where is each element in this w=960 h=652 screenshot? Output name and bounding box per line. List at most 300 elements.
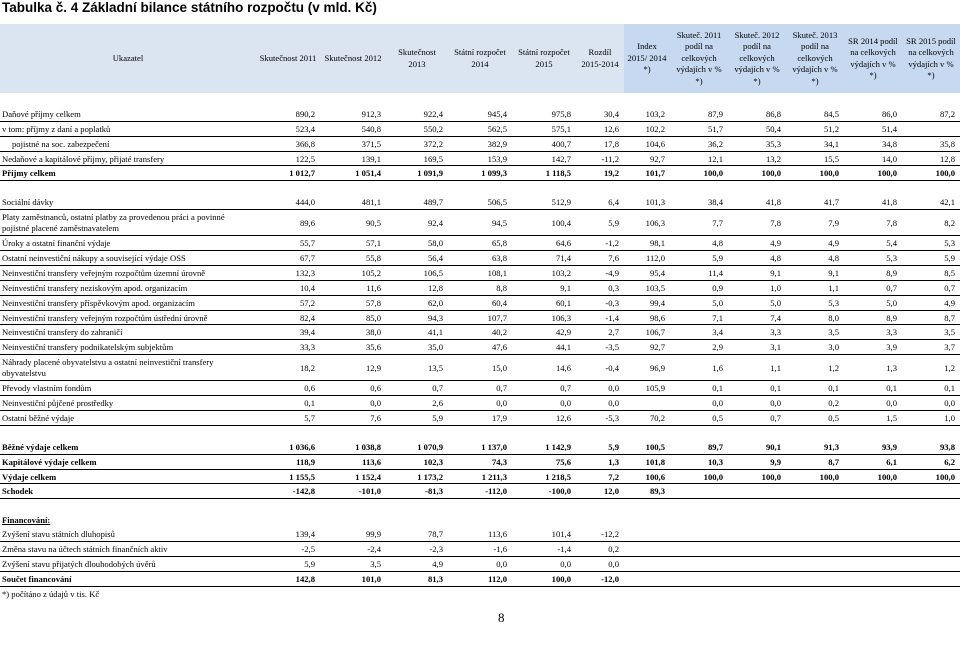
table-cell: 58,0 (386, 236, 448, 251)
table-cell: 139,4 (256, 527, 320, 541)
table-cell: 0,0 (576, 381, 624, 396)
table-cell: 106,3 (624, 210, 670, 236)
column-header: Rozdíl 2015-2014 (581, 47, 619, 69)
table-cell: 3,5 (902, 325, 960, 340)
table-cell: 103,2 (624, 107, 670, 121)
table-cell (786, 571, 844, 586)
table-cell: 105,9 (624, 381, 670, 396)
table-cell: 8,0 (786, 310, 844, 325)
table-cell: 34,8 (844, 136, 902, 151)
table-cell: 5,0 (844, 295, 902, 310)
table-cell (902, 513, 960, 527)
table-cell: 6,1 (844, 454, 902, 469)
table-cell: 17,8 (576, 136, 624, 151)
table-cell: 30,4 (576, 107, 624, 121)
table-cell: 5,9 (576, 440, 624, 454)
page-number: 8 (498, 610, 505, 625)
table-cell: 89,7 (670, 440, 728, 454)
table-cell: 33,3 (256, 340, 320, 355)
row-label: Neinvestiční transfery podnikatelským subjektům (0, 340, 256, 355)
row-label: Ostatní běžné výdaje (0, 411, 256, 426)
table-cell: 6,4 (576, 195, 624, 209)
table-cell (670, 527, 728, 541)
table-cell: 5,9 (902, 251, 960, 266)
table-cell: 41,7 (786, 195, 844, 209)
table-cell: 19,2 (576, 166, 624, 181)
table-cell (844, 527, 902, 541)
table-row (0, 469, 960, 484)
table-cell: 1 036,6 (256, 440, 320, 454)
table-cell: 2,6 (386, 396, 448, 411)
table-cell: 62,0 (386, 295, 448, 310)
table-cell: 0,0 (448, 396, 512, 411)
table-row (0, 265, 960, 280)
table-cell: 92,4 (386, 210, 448, 236)
table-cell: 1 118,5 (512, 166, 576, 181)
table-cell: 1 137,0 (448, 440, 512, 454)
table-cell: 55,7 (256, 236, 320, 251)
table-cell: 41,8 (728, 195, 786, 209)
table-cell (728, 542, 786, 557)
table-cell: -12,2 (576, 527, 624, 541)
column-header: Státní rozpočet 2015 (518, 47, 570, 69)
table-cell: 51,4 (844, 121, 902, 136)
table-row (0, 396, 960, 411)
table-cell: 100,0 (786, 166, 844, 181)
table-cell: 3,9 (844, 340, 902, 355)
table-cell: 512,9 (512, 195, 576, 209)
table-cell: 5,3 (844, 251, 902, 266)
table-cell: 0,0 (844, 396, 902, 411)
table-row (0, 586, 960, 600)
table-cell: 67,7 (256, 251, 320, 266)
table-row (0, 440, 960, 454)
table-cell: 2,7 (576, 325, 624, 340)
table-cell (670, 513, 728, 527)
table-cell (624, 527, 670, 541)
table-cell: 1,6 (670, 355, 728, 381)
table-cell (624, 396, 670, 411)
table-cell: 444,0 (256, 195, 320, 209)
table-cell (786, 556, 844, 571)
table-cell (844, 556, 902, 571)
table-row (0, 136, 960, 151)
table-cell: 1,0 (728, 280, 786, 295)
table-cell: 4,9 (728, 236, 786, 251)
table-cell: 15,0 (448, 355, 512, 381)
table-cell: 3,7 (902, 340, 960, 355)
table-cell (320, 513, 386, 527)
table-row (0, 166, 960, 181)
table-cell: 35,0 (386, 340, 448, 355)
table-cell (902, 586, 960, 600)
table-cell: 92,7 (624, 340, 670, 355)
table-cell: 1 051,4 (320, 166, 386, 181)
table-cell: 1 155,5 (256, 469, 320, 484)
table-cell: 12,1 (670, 151, 728, 166)
table-cell: 10,3 (670, 454, 728, 469)
table-cell: 106,5 (386, 265, 448, 280)
table-cell: -2,4 (320, 542, 386, 557)
table-cell: 12,6 (512, 411, 576, 426)
table-cell: 0,0 (448, 556, 512, 571)
table-cell: 1,0 (902, 411, 960, 426)
row-label: *) počítáno z údajů v tis. Kč (2, 588, 100, 599)
table-cell: 0,2 (576, 542, 624, 557)
table-cell: 1 173,2 (386, 469, 448, 484)
table-cell (728, 586, 786, 600)
column-header: Skutečnost 2012 (324, 52, 382, 63)
table-cell: 82,4 (256, 310, 320, 325)
table-cell: 12,8 (902, 151, 960, 166)
table-cell: 95,4 (624, 265, 670, 280)
table-cell: 7,6 (576, 251, 624, 266)
table-cell: 153,9 (448, 151, 512, 166)
table-cell: 1 211,3 (448, 469, 512, 484)
table-cell: -1,6 (448, 542, 512, 557)
table-cell: 93,9 (844, 440, 902, 454)
table-cell: 0,5 (670, 411, 728, 426)
table-cell (670, 571, 728, 586)
table-cell: 42,1 (902, 195, 960, 209)
table-cell: 57,1 (320, 236, 386, 251)
table-cell: 5,9 (670, 251, 728, 266)
table-cell (624, 542, 670, 557)
table-cell: 113,6 (448, 527, 512, 541)
table-cell: 382,9 (448, 136, 512, 151)
row-label: Kapitálové výdaje celkem (0, 454, 256, 469)
table-cell: -4,9 (576, 265, 624, 280)
table-cell: 0,7 (902, 280, 960, 295)
table-cell: 0,0 (512, 396, 576, 411)
table-cell: 5,9 (256, 556, 320, 571)
table-cell: 506,5 (448, 195, 512, 209)
table-cell: 1 142,9 (512, 440, 576, 454)
table-cell: 5,0 (728, 295, 786, 310)
table-cell: 8,7 (902, 310, 960, 325)
table-cell: 100,0 (844, 166, 902, 181)
row-label: Neinvestiční půjčené prostředky (0, 396, 256, 411)
table-cell: 5,3 (902, 236, 960, 251)
table-cell: 540,8 (320, 121, 386, 136)
column-header: Státní rozpočet 2014 (454, 47, 506, 69)
table-cell: 5,0 (670, 295, 728, 310)
table-cell: 3,3 (844, 325, 902, 340)
table-cell: 523,4 (256, 121, 320, 136)
spacer-row (0, 93, 960, 107)
table-cell (624, 556, 670, 571)
column-header: Ukazatel (112, 52, 144, 63)
table-cell: 3,4 (670, 325, 728, 340)
table-cell: 3,5 (786, 325, 844, 340)
table-cell (728, 527, 786, 541)
row-label: Daňové příjmy celkem (0, 107, 256, 121)
table-cell: 74,3 (448, 454, 512, 469)
table-cell (902, 556, 960, 571)
row-label: Neinvestiční transfery veřejným rozpočtům ústřední úrovně (0, 310, 256, 325)
table-cell: 1 070,9 (386, 440, 448, 454)
column-header: Skuteč. 2012 podíl na celkových výdajích v % *) (728, 24, 786, 93)
table-row (0, 251, 960, 266)
table-cell: 103,2 (512, 265, 576, 280)
table-cell: 18,2 (256, 355, 320, 381)
column-header: Skuteč. 2011 podíl na celkových výdajích v % *) (670, 24, 728, 93)
table-row (0, 411, 960, 426)
table-cell: 100,0 (728, 469, 786, 484)
table-cell: 101,8 (624, 454, 670, 469)
table-cell: 0,7 (844, 280, 902, 295)
table-cell: 101,3 (624, 195, 670, 209)
table-cell (844, 571, 902, 586)
table-row (0, 454, 960, 469)
table-cell: 51,2 (786, 121, 844, 136)
table-cell: 890,2 (256, 107, 320, 121)
table-cell (728, 484, 786, 499)
table-cell: 371,5 (320, 136, 386, 151)
table-cell (786, 586, 844, 600)
table-cell (256, 513, 320, 527)
table-cell: 42,9 (512, 325, 576, 340)
table-cell: 0,9 (670, 280, 728, 295)
table-cell: 100,0 (902, 166, 960, 181)
table-cell: 38,4 (670, 195, 728, 209)
table-cell: 562,5 (448, 121, 512, 136)
table-cell: 481,1 (320, 195, 386, 209)
table-cell: -100,0 (512, 484, 576, 499)
table-cell: 105,2 (320, 265, 386, 280)
table-cell: 575,1 (512, 121, 576, 136)
table-cell: 11,4 (670, 265, 728, 280)
table-cell: 4,9 (386, 556, 448, 571)
table-cell: -112,0 (448, 484, 512, 499)
table-cell (902, 527, 960, 541)
table-cell (786, 542, 844, 557)
table-cell: 65,8 (448, 236, 512, 251)
row-label: Zvýšení stavu přijatých dlouhodobých úvěrů (0, 556, 256, 571)
table-cell: 1,3 (844, 355, 902, 381)
row-label: Převody vlastním fondům (0, 381, 256, 396)
table-cell (670, 586, 728, 600)
table-cell: 0,0 (576, 396, 624, 411)
table-cell: 60,1 (512, 295, 576, 310)
table-row (0, 340, 960, 355)
table-cell: 112,0 (624, 251, 670, 266)
table-cell: 1,1 (728, 355, 786, 381)
table-cell: 39,4 (256, 325, 320, 340)
table-cell: 975,8 (512, 107, 576, 121)
table-cell: 101,0 (320, 571, 386, 586)
spacer-row (0, 425, 960, 439)
table-cell: 142,8 (256, 571, 320, 586)
table-cell: 0,1 (786, 381, 844, 396)
table-row (0, 513, 960, 527)
table-cell: 106,3 (512, 310, 576, 325)
table-cell: 366,8 (256, 136, 320, 151)
table-cell: 118,9 (256, 454, 320, 469)
table-cell: -1,2 (576, 236, 624, 251)
table-cell: 400,7 (512, 136, 576, 151)
table-cell: 0,1 (256, 396, 320, 411)
table-cell (844, 586, 902, 600)
table-cell: 1,3 (576, 454, 624, 469)
table-cell: 4,9 (786, 236, 844, 251)
table-row (0, 121, 960, 136)
table-cell: 9,1 (786, 265, 844, 280)
table-cell: -2,5 (256, 542, 320, 557)
row-label: v tom: příjmy z daní a poplatků (0, 121, 256, 136)
row-label: Neinvestiční transfery veřejným rozpočtům územní úrovně (0, 265, 256, 280)
table-cell: 5,7 (256, 411, 320, 426)
table-cell: 4,8 (786, 251, 844, 266)
table-row (0, 210, 960, 236)
table-cell (786, 513, 844, 527)
table-cell: 1 038,8 (320, 440, 386, 454)
table-cell: 60,4 (448, 295, 512, 310)
table-cell: 14,6 (512, 355, 576, 381)
table-cell: 0,0 (576, 556, 624, 571)
table-cell (902, 121, 960, 136)
table-cell: 44,1 (512, 340, 576, 355)
table-cell: 86,0 (844, 107, 902, 121)
table-cell: 8,2 (902, 210, 960, 236)
table-cell: -5,3 (576, 411, 624, 426)
row-label: Součet financování (0, 571, 256, 586)
table-cell: 5,9 (576, 210, 624, 236)
table-cell: 1 218,5 (512, 469, 576, 484)
table-cell: 17,9 (448, 411, 512, 426)
table-cell: 15,5 (786, 151, 844, 166)
table-cell (624, 586, 670, 600)
table-cell: 13,2 (728, 151, 786, 166)
table-row (0, 527, 960, 541)
table-cell: 12,8 (386, 280, 448, 295)
table-cell: -1,4 (576, 310, 624, 325)
table-cell: -2,3 (386, 542, 448, 557)
table-cell: 1,5 (844, 411, 902, 426)
table-cell: 100,6 (624, 469, 670, 484)
table-cell: 9,1 (728, 265, 786, 280)
table-cell (386, 586, 448, 600)
table-cell: 100,0 (670, 469, 728, 484)
table-cell: 0,1 (844, 381, 902, 396)
column-header: Index 2015/ 2014 *) (624, 24, 670, 93)
table-cell: 0,5 (786, 411, 844, 426)
table-cell: 94,3 (386, 310, 448, 325)
table-cell: 0,6 (256, 381, 320, 396)
table-cell: 113,6 (320, 454, 386, 469)
table-cell: 50,4 (728, 121, 786, 136)
table-cell: 489,7 (386, 195, 448, 209)
row-label: pojistné na soc. zabezpečení (0, 136, 256, 151)
table-cell: 9,9 (728, 454, 786, 469)
table-cell: 91,3 (786, 440, 844, 454)
table-cell: 90,1 (728, 440, 786, 454)
table-cell: 100,0 (728, 166, 786, 181)
table-cell: 100,0 (670, 166, 728, 181)
table-cell: 55,8 (320, 251, 386, 266)
table-cell: 0,7 (728, 411, 786, 426)
table-cell: 96,9 (624, 355, 670, 381)
table-cell: 100,0 (512, 571, 576, 586)
table-cell (670, 484, 728, 499)
table-cell: -81,3 (386, 484, 448, 499)
table-cell: 372,2 (386, 136, 448, 151)
table-row (0, 280, 960, 295)
table-cell: 550,2 (386, 121, 448, 136)
table-cell (728, 513, 786, 527)
column-header: Skuteč. 2013 podíl na celkových výdajích v % *) (786, 24, 844, 93)
column-header: SR 2015 podíl na celkových výdajích v % *) (902, 24, 960, 93)
table-cell: 0,2 (786, 396, 844, 411)
table-cell: 7,8 (844, 210, 902, 236)
table-cell (576, 513, 624, 527)
table-cell (786, 484, 844, 499)
table-cell: 0,0 (512, 556, 576, 571)
table-cell: 8,8 (448, 280, 512, 295)
table-cell: 0,1 (670, 381, 728, 396)
table-cell: 1 152,4 (320, 469, 386, 484)
row-label: Financování: (2, 515, 51, 526)
table-cell: 1,2 (786, 355, 844, 381)
table-cell: 0,7 (448, 381, 512, 396)
table-cell: 5,9 (386, 411, 448, 426)
table-cell: 0,0 (670, 396, 728, 411)
table-cell: 1 099,3 (448, 166, 512, 181)
table-cell: 1,1 (786, 280, 844, 295)
table-cell: 7,7 (670, 210, 728, 236)
table-cell: 3,5 (320, 556, 386, 571)
table-cell: 912,3 (320, 107, 386, 121)
table-cell: 41,8 (844, 195, 902, 209)
table-cell: 87,9 (670, 107, 728, 121)
table-cell: 100,0 (786, 469, 844, 484)
table-cell: 101,7 (624, 166, 670, 181)
table-cell: 106,7 (624, 325, 670, 340)
table-cell: -1,4 (512, 542, 576, 557)
table-cell: 8,9 (844, 310, 902, 325)
table-row (0, 310, 960, 325)
table-cell: 107,7 (448, 310, 512, 325)
table-cell: 0,0 (902, 396, 960, 411)
table-cell: 38,0 (320, 325, 386, 340)
table-cell: 102,2 (624, 121, 670, 136)
table-row (0, 295, 960, 310)
table-cell: 0,1 (728, 381, 786, 396)
table-row (0, 151, 960, 166)
table-cell (902, 542, 960, 557)
table-row (0, 107, 960, 121)
table-cell: 7,9 (786, 210, 844, 236)
table-cell: 0,0 (320, 396, 386, 411)
table-cell: 5,4 (844, 236, 902, 251)
table-row (0, 195, 960, 209)
table-cell: 4,9 (902, 295, 960, 310)
table-cell: 7,2 (576, 469, 624, 484)
spacer-row (0, 499, 960, 513)
table-cell (320, 586, 386, 600)
table-cell: 1 012,7 (256, 166, 320, 181)
table-cell: 81,3 (386, 571, 448, 586)
table-row (0, 556, 960, 571)
row-label: Platy zaměstnanců, ostatní platby za provedenou práci a povinné pojistné placené zaměstnavatelem (0, 210, 256, 236)
table-cell: 4,8 (670, 236, 728, 251)
table-cell: 3,1 (728, 340, 786, 355)
table-cell (844, 484, 902, 499)
table-cell: 100,0 (844, 469, 902, 484)
table-cell (670, 542, 728, 557)
table-cell: 36,2 (670, 136, 728, 151)
table-cell: 84,5 (786, 107, 844, 121)
